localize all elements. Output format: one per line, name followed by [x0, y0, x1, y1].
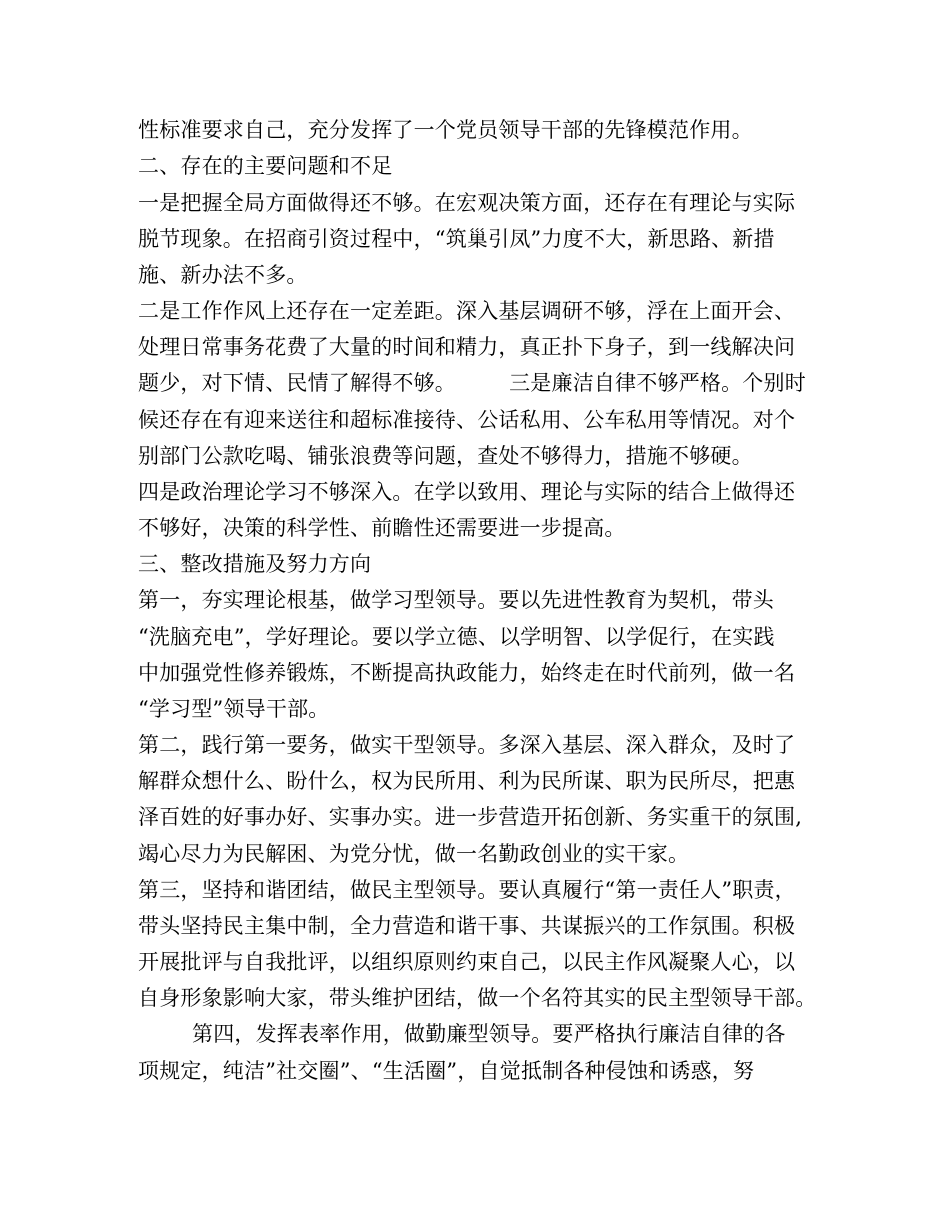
text-line: 泽百姓的好事办好、实事办实。进一步营造开拓创新、务实重干的氛围,: [138, 805, 803, 829]
text-line: 不够好，决策的科学性、前瞻性还需要进一步提高。: [138, 516, 626, 540]
text-line: 中加强党性修养锻炼，不断提高执政能力，始终走在时代前列，做一名: [138, 661, 796, 685]
text-line: 第三，坚持和谐团结，做民主型领导。要认真履行“第一责任人”职责，: [138, 878, 796, 902]
text-line: 性标准要求自己，充分发挥了一个党员领导干部的先锋模范作用。: [138, 118, 753, 142]
text-line: 竭心尽力为民解困、为党分忧，做一名勤政创业的实干家。: [138, 842, 690, 866]
text-line: 第一，夯实理论根基，做学习型领导。要以先进性教育为契机，带头: [138, 588, 774, 612]
text-line: 自身形象影响大家，带头维护团结，做一个名符其实的民主型领导干部。: [138, 986, 817, 1010]
text-line: 脱节现象。在招商引资过程中，“筑巢引凤”力度不大，新思路、新措: [138, 227, 775, 251]
text-line: 解群众想什么、盼什么，权为民所用、利为民所谋、职为民所尽，把惠: [138, 769, 796, 793]
section-heading: 二、存在的主要问题和不足: [138, 154, 393, 178]
text-line: 处理日常事务花费了大量的时间和精力，真正扑下身子，到一线解决问: [138, 335, 796, 359]
text-line: 别部门公款吃喝、铺张浪费等问题，查处不够得力，措施不够硬。: [138, 444, 753, 468]
text-line: 一是把握全局方面做得还不够。在宏观决策方面，还存在有理论与实际: [138, 191, 796, 215]
text-line: 第四，发挥表率作用，做勤廉型领导。要严格执行廉洁自律的各: [192, 1022, 786, 1046]
text-line: 候还存在有迎来送往和超标准接待、公话私用、公车私用等情况。对个: [138, 408, 796, 432]
text-line: “洗脑充电”，学好理论。要以学立德、以学明智、以学促行，在实践: [138, 625, 775, 649]
text-line: 开展批评与自我批评，以组织原则约束自己，以民主作风凝聚人心，以: [138, 950, 796, 974]
text-line: 项规定，纯洁”社交圈”、“生活圈”，自觉抵制各种侵蚀和诱惑，努: [138, 1059, 755, 1083]
text-line: 四是政治理论学习不够深入。在学以致用、理论与实际的结合上做得还: [138, 480, 796, 504]
text-line: 带头坚持民主集中制，全力营造和谐干事、共谋振兴的工作氛围。积极: [138, 914, 796, 938]
text-line: “学习型”领导干部。: [138, 697, 330, 721]
section-heading: 三、整改措施及努力方向: [138, 552, 372, 576]
text-line: 题少，对下情、民情了解得不够。 三是廉洁自律不够严格。个别时: [138, 371, 806, 395]
text-line: 二是工作作风上还存在一定差距。深入基层调研不够，浮在上面开会、: [138, 299, 796, 323]
text-line: 第二，践行第一要务，做实干型领导。多深入基层、深入群众，及时了: [138, 733, 796, 757]
text-line: 施、新办法不多。: [138, 263, 308, 287]
